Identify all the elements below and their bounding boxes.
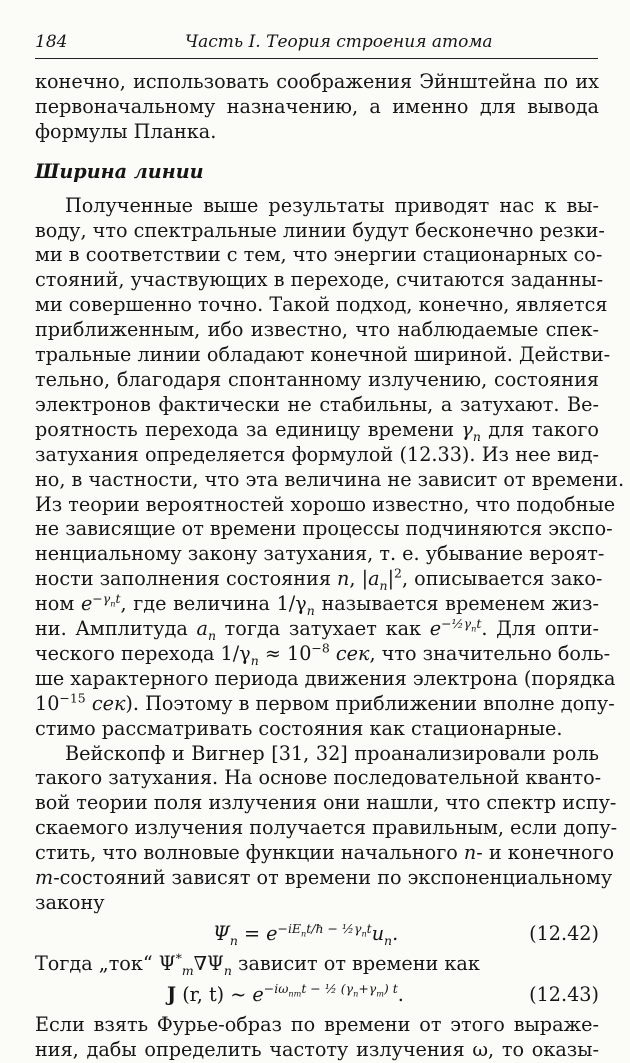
section-heading: Ширина линии (35, 159, 204, 183)
running-header (35, 32, 598, 59)
text-line: такого затухания. На основе последовательной кванто- (35, 766, 602, 790)
text-line: ческого перехода $1/\gamma_n \approx 10^{-8}$ сек, что значительно боль- (35, 640, 611, 668)
text-line: ности заполнения состояния n, $|a_n|^2$, описывается зако- (35, 565, 603, 594)
text-line: закону (35, 891, 105, 914)
text-line: Тогда „ток“ $\Psi^*_m\nabla\Psi_n$ зависит от времени как (35, 950, 480, 978)
text-line: тральные линии обладают конечной шириной. Действи- (35, 343, 611, 367)
text-line: ше характерного периода движения электрона (порядка (35, 666, 616, 690)
page-number: 184 (35, 32, 68, 52)
running-title: Часть I. Теория строения атома (185, 32, 493, 52)
equation-12-43 (35, 979, 599, 1011)
text-line: вой теории поля излучения они нашли, что спектр испу- (35, 791, 617, 815)
text-line: ном $e^{-\gamma_nt}$, где величина $1/\gamma_n$ называется временем жиз- (35, 590, 599, 618)
text-line: стить, что волновые функции начального n- и конечного (35, 841, 615, 865)
text-line: ми совершенно точно. Такой подход, конечно, является (35, 293, 608, 317)
page-body (35, 70, 625, 1063)
text-line: тельно, благодаря спонтанному излучению, состояния (35, 367, 599, 391)
text-line: m-состояний зависят от времени по экспоненциальному (35, 866, 613, 890)
text-line: ми в соответствии с тем, что энергии стационарных со- (35, 243, 603, 267)
equation-formula: J (r, t) ~ $e^{-i\omega_{nm}t - \frac{1}{2} (\gamma_n+\gamma_m) t}$. (167, 981, 404, 1006)
text-line: воду, что спектральные линии будут бесконечно резки- (35, 218, 605, 242)
text-line: стояний, участвующих в переходе, считаются заданны- (35, 268, 604, 292)
text-line: Полученные выше результаты приводят нас к вы- (65, 193, 599, 217)
text-line: ния, дабы определить частоту излучения ω, то оказы- (35, 1037, 599, 1061)
text-line: ни. Амплитуда $a_n$ тогда затухает как $e^{-\frac{1}{2}\gamma_nt}$. Для опти- (35, 615, 599, 643)
text-line: ненциальному закону затухания, т. е. убывание вероят- (35, 542, 605, 566)
equation-number: (12.42) (529, 921, 599, 945)
text-line: скаемого излучения получается правильным, если допу- (35, 816, 618, 840)
equation-number: (12.43) (529, 982, 599, 1006)
text-line: Если взять Фурье-образ по времени от этого выраже- (35, 1012, 599, 1036)
text-line: конечно, использовать соображения Эйнштейна по их (35, 70, 599, 93)
text-line: роятность перехода за единицу времени $\gamma_n$ для такого (35, 417, 599, 444)
text-line: но, в частности, что эта величина не зависит от времени. (35, 467, 625, 491)
text-line: приближенным, ибо известно, что наблюдаемые спек- (35, 318, 599, 342)
equation-formula: $\Psi_n = e^{-iE_nt/ħ - \frac{1}{2}\gamma_nt}u_n$. (213, 920, 399, 948)
text-line: Вейскопф и Вигнер [31, 32] проанализировали роль (65, 741, 599, 765)
text-line: стимо рассматривать состояния как стационарные. (35, 716, 563, 740)
equation-12-42 (35, 918, 599, 950)
text-line: затухания определяется формулой (12.33). Из нее вид- (35, 442, 599, 466)
text-line: не зависящие от времени процессы подчиняются экспо- (35, 517, 613, 541)
text-line: первоначальному назначению, а именно для вывода (35, 94, 599, 118)
text-line: Из теории вероятностей хорошо известно, что подобные (35, 492, 616, 516)
text-line: $10^{-15}$ сек). Поэтому в первом приближении вполне допу- (35, 690, 615, 715)
text-line: формулы Планка. (35, 119, 217, 143)
text-line: электронов фактически не стабильны, а затухают. Ве- (35, 392, 599, 416)
